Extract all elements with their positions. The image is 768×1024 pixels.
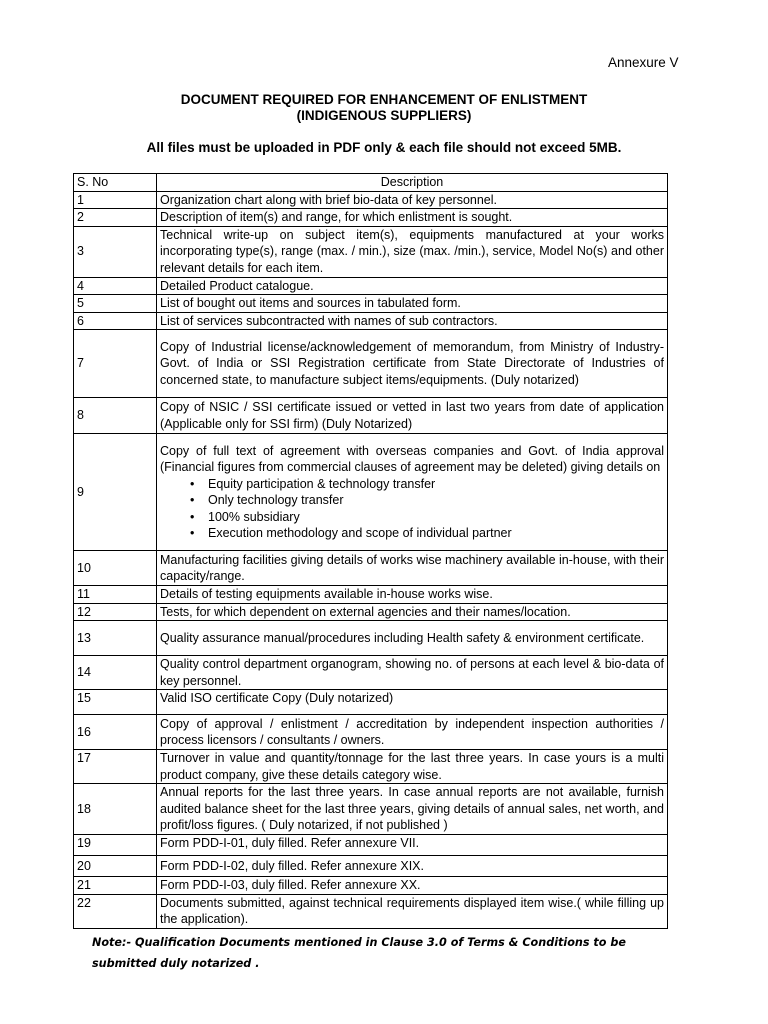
table-row [74, 330, 668, 398]
row-description: Organization chart along with brief bio-data of key personnel. [157, 191, 668, 209]
table-row [74, 226, 668, 277]
table-row [74, 621, 668, 656]
row-description: Technical write-up on subject item(s), equipments manufactured at your works incorporating type(s), range (max. / min.), size (max. /min.), service, Model No(s) and other relevant details for each item. [157, 226, 668, 277]
table-row [74, 835, 668, 856]
row-number: 1 [74, 191, 157, 209]
table-row [74, 191, 668, 209]
annexure-label: Annexure V [608, 55, 679, 70]
row-description: Form PDD-I-01, duly filled. Refer annexure VII. [157, 835, 668, 856]
row-description: Form PDD-I-02, duly filled. Refer annexure XIX. [157, 856, 668, 877]
row-description: Documents submitted, against technical requirements displayed item wise.( while filling up the application). [157, 894, 668, 928]
row-number: 9 [74, 434, 157, 551]
row-number: 22 [74, 894, 157, 928]
header-sno: S. No [74, 174, 157, 192]
table-row [74, 690, 668, 715]
row-description: Copy of NSIC / SSI certificate issued or vetted in last two years from date of application (Applicable only for SSI firm) (Duly Notarized) [157, 398, 668, 434]
row-description: Tests, for which dependent on external agencies and their names/location. [157, 603, 668, 621]
row-description: Manufacturing facilities giving details of works wise machinery available in-house, with their capacity/range. [157, 551, 668, 586]
table-row [74, 894, 668, 928]
row-number: 19 [74, 835, 157, 856]
row-number: 5 [74, 295, 157, 313]
table-row [74, 398, 668, 434]
row-description: Quality assurance manual/procedures including Health safety & environment certificate. [157, 621, 668, 656]
row-number: 21 [74, 877, 157, 895]
row-number: 4 [74, 277, 157, 295]
row-number: 13 [74, 621, 157, 656]
row-description: Annual reports for the last three years. In case annual reports are not available, furnish audited balance sheet for the last three years, giving details of annual sales, net worth, and profit/loss figures. ( Duly notarized, if not published ) [157, 784, 668, 835]
table-row [74, 750, 668, 784]
bullet-item: • Execution methodology and scope of individual partner [190, 525, 664, 542]
row-number: 11 [74, 586, 157, 604]
row-description: Valid ISO certificate Copy (Duly notarized) [157, 690, 668, 715]
row-number: 15 [74, 690, 157, 715]
row-number: 18 [74, 784, 157, 835]
bullet-item: • Equity participation & technology transfer [190, 476, 664, 493]
table-header-row [74, 174, 668, 192]
document-title: DOCUMENT REQUIRED FOR ENHANCEMENT OF ENLISTMENT [180, 92, 588, 107]
row-number: 6 [74, 312, 157, 330]
row-description: List of bought out items and sources in tabulated form. [157, 295, 668, 313]
bullet-list [160, 476, 664, 542]
row-number: 3 [74, 226, 157, 277]
bullet-item: • Only technology transfer [190, 492, 664, 509]
table-row [74, 784, 668, 835]
row-description: Description of item(s) and range, for which enlistment is sought. [157, 209, 668, 227]
row-number: 16 [74, 715, 157, 750]
row-number: 20 [74, 856, 157, 877]
row-description: Copy of approval / enlistment / accreditation by independent inspection authorities / process licensors / consultants / owners. [157, 715, 668, 750]
row-number: 10 [74, 551, 157, 586]
bullet-item: • 100% subsidiary [190, 509, 664, 526]
row-description: Copy of Industrial license/acknowledgement of memorandum, from Ministry of Industry-Govt. of India or SSI Registration certificate from State Directorate of Industries of concerned state, to manufacture subject items/equipments. (Duly notarized) [157, 330, 668, 398]
upload-notice: All files must be uploaded in PDF only & each file should not exceed 5MB. [146, 140, 622, 155]
table-row [74, 715, 668, 750]
table-row [74, 656, 668, 690]
row-description: Turnover in value and quantity/tonnage for the last three years. In case yours is a multi product company, give these details category wise. [157, 750, 668, 784]
footnote: Note:- Qualification Documents mentioned in Clause 3.0 of Terms & Conditions to be submitted duly notarized . [92, 936, 626, 970]
row-number: 14 [74, 656, 157, 690]
table-row [74, 603, 668, 621]
table-row [74, 877, 668, 895]
row-description: Copy of full text of agreement with overseas companies and Govt. of India approval (Financial figures from commercial clauses of agreement may be deleted) giving details on [160, 443, 664, 474]
row-description: Details of testing equipments available in-house works wise. [157, 586, 668, 604]
row-description: Quality control department organogram, showing no. of persons at each level & bio-data of key personnel. [157, 656, 668, 690]
row-description: List of services subcontracted with names of sub contractors. [157, 312, 668, 330]
row-description: Detailed Product catalogue. [157, 277, 668, 295]
table-row [74, 434, 668, 551]
table-row [74, 209, 668, 227]
requirements-table [73, 173, 668, 929]
row-description: Form PDD-I-03, duly filled. Refer annexure XX. [157, 877, 668, 895]
table-row [74, 312, 668, 330]
row-number: 7 [74, 330, 157, 398]
table-row [74, 586, 668, 604]
table-row [74, 856, 668, 877]
document-subtitle: (INDIGENOUS SUPPLIERS) [296, 108, 472, 123]
row-description-cell [157, 434, 668, 551]
row-number: 12 [74, 603, 157, 621]
row-number: 8 [74, 398, 157, 434]
row-number: 2 [74, 209, 157, 227]
row-number: 17 [74, 750, 157, 784]
table-row [74, 277, 668, 295]
header-description: Description [157, 174, 668, 192]
table-row [74, 295, 668, 313]
table-row [74, 551, 668, 586]
